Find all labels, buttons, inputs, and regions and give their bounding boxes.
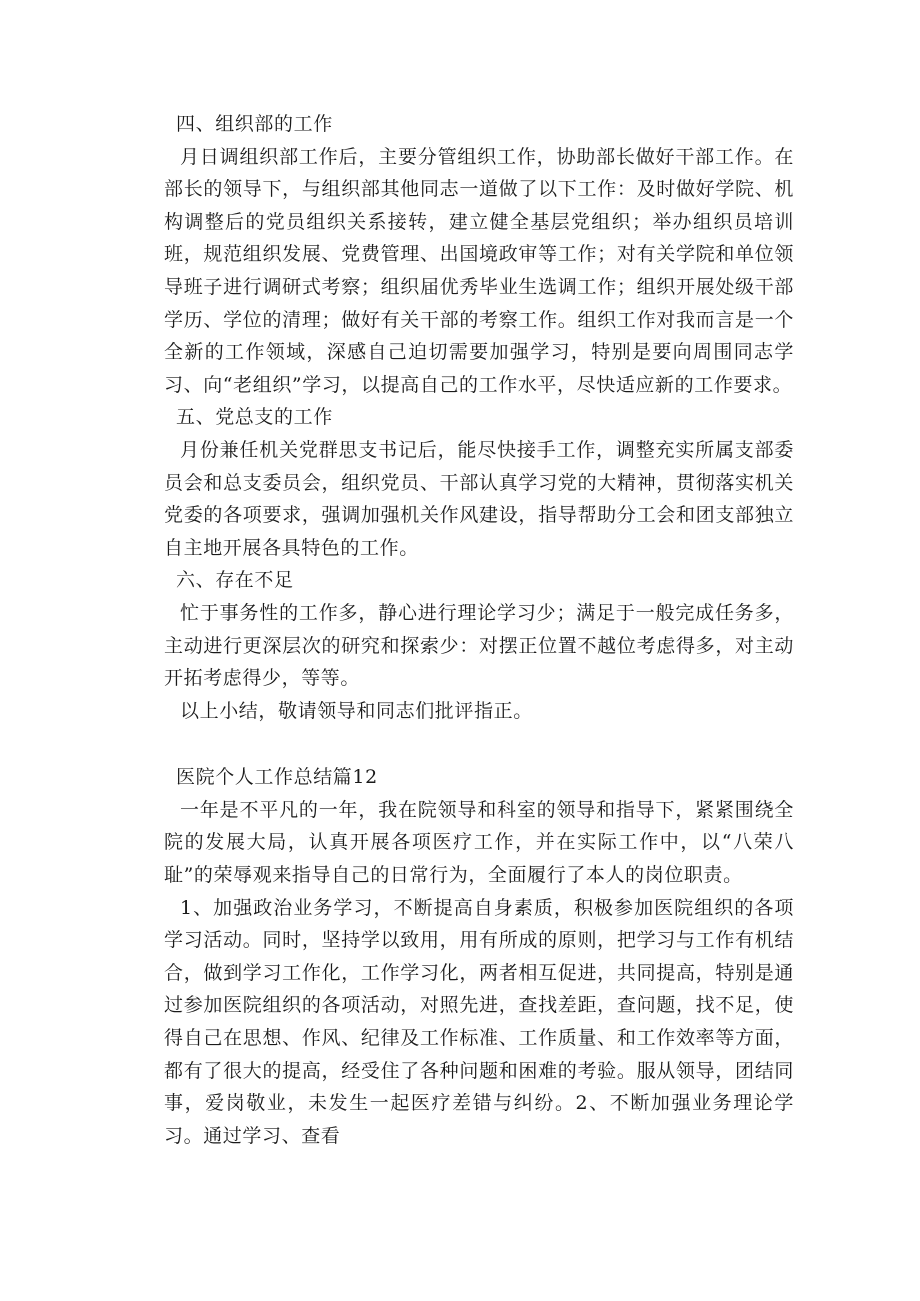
- article-intro-paragraph: 一年是不平凡的一年，我在院领导和科室的领导和指导下，紧紧围绕全院的发展大局，认真开展各项医疗工作，并在实际工作中，以“八荣八耻”的荣辱观来指导自己的日常行为，全面履行了本人的岗位职责。: [164, 798, 794, 887]
- document-page: [164, 108, 794, 1152]
- closing-remark: 以上小结，敬请领导和同志们批评指正。: [180, 699, 533, 722]
- section-body-shortcomings: 忙于事务性的工作多，静心进行理论学习少；满足于一般完成任务多，主动进行更深层次的研究和探索少：对摆正位置不越位考虑得多，对主动开拓考虑得少，等等。: [164, 601, 794, 690]
- section-heading-organization-dept: 四、组织部的工作: [176, 113, 333, 135]
- section-heading-shortcomings: 六、存在不足: [176, 569, 294, 592]
- article-point-paragraph: 1、加强政治业务学习，不断提高自身素质，积极参加医院组织的各项学习活动。同时，坚持学以致用，用有所成的原则，把学习与工作有机结合，做到学习工作化，工作学习化，两者相互促进，共同提高，特别是通过参加医院组织的各项活动，对照先进，查找差距，查问题，找不足，使得自己在思想、作风、纪律及工作标准、工作质量、和工作效率等方面，都有了很大的提高，经受住了各种问题和困难的考验。服从领导，团结同事，爱岗敬业，未发生一起医疗差错与纠纷。2、不断加强业务理论学习。通过学习、查看: [164, 896, 794, 1147]
- article-title: 医院个人工作总结篇12: [176, 766, 378, 789]
- section-spacer: [164, 727, 794, 761]
- section-heading-party-branch: 五、党总支的工作: [176, 406, 333, 429]
- section-body-organization-dept: 月日调组织部工作后，主要分管组织工作，协助部长做好干部工作。在部长的领导下，与组织部其他同志一道做了以下工作：及时做好学院、机构调整后的党员组织关系接转，建立健全基层党组织；举办组织员培训班，规范组织发展、党费管理、出国境政审等工作；对有关学院和单位领导班子进行调研式考察；组织届优秀毕业生选调工作；组织开展处级干部学历、学位的清理；做好有关干部的考察工作。组织工作对我而言是一个全新的工作领域，深感自己迫切需要加强学习，特别是要向周围同志学习、向“老组织”学习，以提高自己的工作水平，尽快适应新的工作要求。: [164, 145, 794, 396]
- section-body-party-branch: 月份兼任机关党群思支书记后，能尽快接手工作，调整充实所属支部委员会和总支委员会，组织党员、干部认真学习党的大精神，贯彻落实机关党委的各项要求，强调加强机关作风建设，指导帮助分工会和团支部独立自主地开展各具特色的工作。: [164, 438, 794, 559]
